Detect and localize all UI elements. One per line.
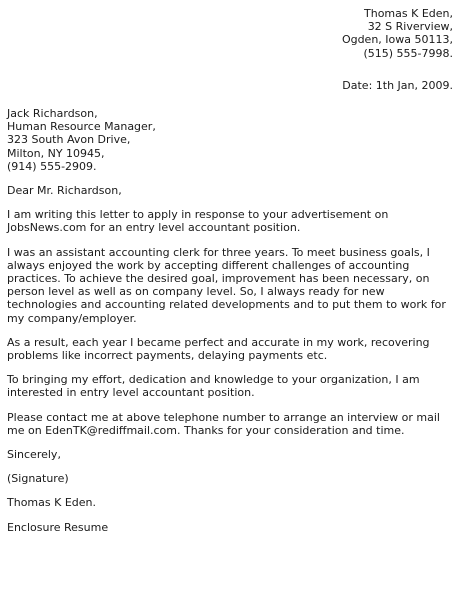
letter-body — [7, 107, 455, 534]
paragraph-line: always enjoyed the work by accepting different challenges of accounting — [7, 258, 410, 272]
paragraph-results — [7, 336, 455, 362]
salutation: Dear Mr. Richardson, — [7, 184, 122, 198]
closing: Sincerely, — [7, 448, 61, 462]
paragraph-line: As a result, each year I became perfect and accurate in my work, recovering — [7, 335, 430, 349]
paragraph-line: my company/employer. — [7, 311, 137, 325]
paragraph-line: person level as well as on company level. So, I always ready for new — [7, 285, 385, 299]
recipient-city: Milton, NY 10945, — [7, 146, 105, 160]
paragraph-line: technologies and accounting related developments and to put them to work for — [7, 298, 446, 312]
recipient-name: Jack Richardson, — [7, 107, 98, 120]
paragraph-line: problems like incorrect payments, delaying payments etc. — [7, 349, 328, 363]
signature-placeholder: (Signature) — [7, 472, 69, 486]
sender-name: Thomas K Eden, — [364, 7, 453, 20]
paragraph-line: JobsNews.com for an entry level accountant position. — [7, 221, 301, 235]
recipient-title: Human Resource Manager, — [7, 120, 156, 134]
paragraph-line: To bringing my effort, dedication and knowledge to your organization, I am — [7, 373, 420, 387]
signer-name: Thomas K Eden. — [7, 496, 96, 510]
paragraph-line: me on EdenTK@rediffmail.com. Thanks for your consideration and time. — [7, 423, 405, 437]
letter-date: Date: 1th Jan, 2009. — [342, 79, 453, 92]
paragraph-line: I was an assistant accounting clerk for three years. To meet business goals, I — [7, 245, 430, 259]
paragraph-line: Please contact me at above telephone number to arrange an interview or mail — [7, 410, 440, 424]
paragraph-contact — [7, 411, 455, 437]
recipient-address-block — [7, 107, 455, 173]
paragraph-experience — [7, 246, 455, 325]
sender-phone: (515) 555-7998. — [363, 46, 453, 60]
paragraph-interest — [7, 373, 455, 399]
paragraph-line: interested in entry level accountant position. — [7, 386, 255, 400]
recipient-phone: (914) 555-2909. — [7, 159, 97, 173]
sender-street: 32 S Riverview, — [367, 20, 453, 34]
recipient-street: 323 South Avon Drive, — [7, 133, 131, 147]
paragraph-application — [7, 208, 455, 234]
enclosure-note: Enclosure Resume — [7, 520, 109, 534]
paragraph-line: practices. To achieve the desired goal, improvement has been necessary, on — [7, 272, 430, 286]
sender-address-block — [342, 7, 453, 60]
paragraph-line: I am writing this letter to apply in response to your advertisement on — [7, 208, 389, 222]
sender-city: Ogden, Iowa 50113, — [341, 33, 453, 47]
